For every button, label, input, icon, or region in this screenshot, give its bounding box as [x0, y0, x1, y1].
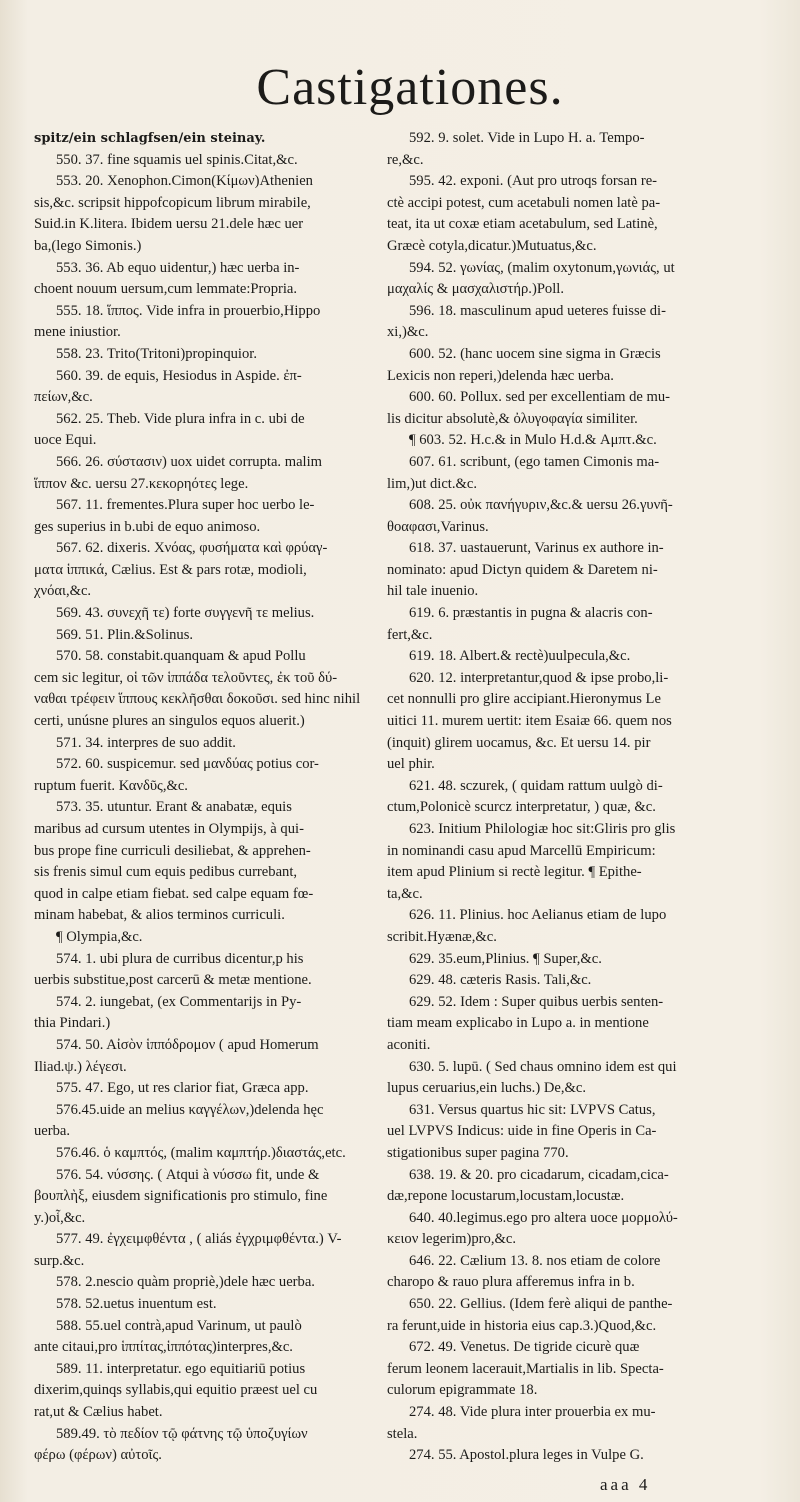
text-line: bus prope fine curriculi desiliebat, & apprehen-: [34, 842, 311, 859]
text-line: sis frenis simul cum equis pedibus currebant,: [34, 864, 298, 881]
text-line: choent nouum uersum,cum lemmate:Propria.: [34, 281, 298, 298]
text-line: re,&c.: [387, 151, 424, 168]
text-line: 629. 52. Idem : Super quibus uerbis senten-: [409, 993, 664, 1010]
text-line: aconiti.: [387, 1036, 431, 1053]
text-line: ctum,Polonicè scurcz interpretatur, ) quæ, &c.: [387, 799, 656, 816]
text-line: 596. 18. masculinum apud ueteres fuisse di-: [409, 302, 666, 319]
text-line: κειον legerim)pro,&c.: [387, 1231, 516, 1248]
text-line: 560. 39. de equis, Hesiodus in Aspide. ἐπ-: [56, 367, 302, 384]
text-line: cem sic legitur, οἱ τῶν ἱππάδα τελοῦντες, ἐκ τοῦ δύ-: [34, 669, 338, 686]
text-line: mene iniustior.: [34, 324, 121, 341]
text-line: 567. 11. frementes.Plura super hoc uerbo le-: [56, 497, 315, 514]
text-line: ruptum fuerit. Κανδῦς,&c.: [34, 777, 188, 794]
text-line: βουπλὴξ, eiusdem significationis pro stimulo, fine: [34, 1188, 328, 1205]
text-line: uerbis substitue,post carcerū & metæ mentione.: [34, 972, 312, 989]
text-line: lupus ceruarius,ein luchs.) De,&c.: [387, 1080, 586, 1097]
text-line: 638. 19. & 20. pro cicadarum, cicadam,cica-: [409, 1166, 669, 1183]
text-line: uerba.: [34, 1123, 71, 1140]
text-line: uel LVPVS Indicus: uide in fine Operis in Ca-: [387, 1123, 657, 1140]
text-line: 650. 22. Gellius. (Idem ferè aliqui de panthe-: [409, 1296, 673, 1313]
text-line: 619. 6. præstantis in pugna & alacris con-: [409, 605, 653, 622]
text-line: 572. 60. suspicemur. sed μανδύας potius cor-: [56, 756, 319, 773]
text-line: ¶ 603. 52. H.c.& in Mulo H.d.& Αμπτ.&c.: [409, 432, 657, 449]
text-line: 558. 23. Trito(Tritoni)propinquior.: [56, 345, 257, 362]
text-line: ἵππον &c. uersu 27.κεκορηότες lege.: [34, 475, 249, 492]
text-line: y.)οἷ,&c.: [34, 1209, 86, 1226]
text-line: 550. 37. fine squamis uel spinis.Citat,&c.: [56, 151, 298, 168]
right-column: [387, 128, 762, 1467]
text-line: 274. 48. Vide plura inter prouerbia ex mu-: [409, 1404, 656, 1421]
text-line: ra ferunt,uide in historia eius cap.3.)Quod,&c.: [387, 1317, 657, 1334]
text-line: Lexicis non reperi,)delenda hæc uerba.: [387, 367, 614, 384]
text-line: ante citaui,pro ἱππίτας,ἱππότας)interpres,&c.: [34, 1339, 293, 1356]
text-line: uel phir.: [387, 756, 435, 773]
text-line: hil tale inuenio.: [387, 583, 479, 600]
text-line: 574. 1. ubi plura de curribus dicentur,p his: [56, 950, 304, 967]
text-line: 618. 37. uastauerunt, Varinus ex authore in-: [409, 540, 664, 557]
text-line: 589.49. τὸ πεδίον τῷ φάτνης τῷ ὑποζυγίων: [56, 1425, 308, 1442]
text-line: Suid.in K.litera. Ibidem uersu 21.dele hæc uer: [34, 216, 304, 233]
text-line: item apud Plinium si rectè legitur. ¶ Epithe-: [387, 864, 642, 881]
text-line: 569. 51. Plin.&Solinus.: [56, 626, 194, 643]
text-line: rat,ut & Cælius habet.: [34, 1404, 163, 1421]
text-line: μαχαλίς & μασχαλιστήρ.)Poll.: [387, 281, 564, 298]
text-line: 623. Initium Philologiæ hoc sit:Gliris pro glis: [409, 821, 676, 837]
text-line: 571. 34. interpres de suo addit.: [56, 734, 236, 751]
text-line: 600. 60. Pollux. sed per excellentiam de mu-: [409, 389, 671, 406]
text-line: in nominandi casu apud Marcellū Empiricum:: [387, 842, 656, 859]
text-line: (inquit) glirem uocamus, &c. Et uersu 14. pir: [387, 734, 651, 751]
text-line: 577. 49. ἐγχειμφθέντα , ( aliás ἐγχριμφθέντα.) V-: [56, 1231, 342, 1248]
text-line: uitici 11. murem uertit: item Esaiæ 66. quem nos: [387, 713, 672, 730]
text-line: lim,)ut dict.&c.: [387, 475, 477, 492]
text-line: θοαφασι,Varinus.: [387, 518, 489, 535]
text-line: 595. 42. exponi. (Aut pro utroqs forsan re-: [409, 173, 658, 190]
left-column: [34, 128, 374, 1467]
text-line: 629. 48. cæteris Rasis. Tali,&c.: [409, 972, 592, 989]
text-line: spitz/ein schlagfsen/ein steinay.: [34, 131, 266, 146]
text-line: minam habebat, & alios terminos curriculi.: [34, 907, 285, 924]
text-line: Græcè cotyla,dicatur.)Mutuatus,&c.: [387, 237, 597, 254]
text-line: φέρω (φέρων) αὐτοῖς.: [34, 1447, 162, 1464]
text-line: 553. 36. Ab equo uidentur,) hæc uerba in-: [56, 259, 300, 276]
text-line: 553. 20. Xenophon.Cimon(Κίμων)Athenien: [56, 173, 313, 190]
text-line: cet nonnulli pro glire accipiant.Hieronymus Le: [387, 691, 661, 708]
text-line: culorum epigrammate 18.: [387, 1382, 538, 1399]
text-line: ναθαι τρέφειν ἵππους κεκλῆσθαι δοκοῦσι. sed hinc nihil: [34, 691, 361, 708]
text-line: 672. 49. Venetus. De tigride cicurè quæ: [409, 1339, 640, 1356]
text-line: certi, unúsne plures an singulos equos aluerit.): [34, 713, 305, 730]
text-line: ctè accipi potest, cum acetabuli nomen latè pa-: [387, 194, 661, 211]
text-line: 274. 55. Apostol.plura leges in Vulpe G.: [409, 1447, 644, 1464]
text-line: 573. 35. utuntur. Erant & anabatæ, equis: [56, 799, 292, 816]
text-line: 619. 18. Albert.& rectè)uulpecula,&c.: [409, 648, 631, 665]
text-line: 575. 47. Ego, ut res clarior fiat, Græca app.: [56, 1080, 309, 1097]
text-line: stela.: [387, 1425, 418, 1442]
text-line: tiam meam explicabo in Lupo a. in mentione: [387, 1015, 649, 1032]
text-line: ¶ Olympia,&c.: [56, 928, 143, 945]
text-line: maribus ad cursum utentes in Olympijs, à qui-: [34, 821, 304, 837]
text-line: ba,(lego Simonis.): [34, 237, 142, 254]
text-line: 592. 9. solet. Vide in Lupo H. a. Tempo-: [409, 130, 645, 146]
text-line: 600. 52. (hanc uocem sine sigma in Græcis: [409, 345, 661, 362]
text-line: 621. 48. sczurek, ( quidam rattum uulgò di-: [409, 777, 663, 794]
text-line: surp.&c.: [34, 1252, 85, 1269]
text-line: 640. 40.legimus.ego pro altera uoce μορμολύ-: [409, 1209, 678, 1226]
text-line: 630. 5. lupū. ( Sed chaus omnino idem est qui: [409, 1058, 677, 1075]
text-line: 578. 52.uetus inuentum est.: [56, 1296, 217, 1313]
text-line: ferum leonem lacerauit,Martialis in lib. Specta-: [387, 1360, 664, 1377]
text-line: 578. 2.nescio quàm propriè,)dele hæc uerba.: [56, 1274, 315, 1291]
text-line: 626. 11. Plinius. hoc Aelianus etiam de lupo: [409, 907, 667, 924]
text-line: 576.46. ὁ καμπτός, (malim καμπτήρ.)διαστάς,etc.: [56, 1144, 346, 1161]
text-line: xi,)&c.: [387, 324, 429, 341]
text-line: ta,&c.: [387, 885, 423, 902]
text-line: lis dicitur absolutè,& ὀλυγοφαγία similiter.: [387, 410, 638, 427]
text-line: scribit.Hyænæ,&c.: [387, 928, 497, 945]
text-line: ges superius in b.ubi de equo animoso.: [34, 518, 261, 535]
text-line: 576. 54. νύσσης. ( Atqui à νύσσω fit, unde &: [56, 1166, 320, 1183]
text-line: sis,&c. scripsit hippofcopicum librum mirabile,: [34, 194, 311, 211]
page-signature: aaa 4: [600, 1475, 651, 1494]
text-line: 607. 61. scribunt, (ego tamen Cimonis ma-: [409, 453, 660, 470]
text-line: 569. 43. συνεχῆ τε) forte συγγενῆ τε melius.: [56, 605, 315, 622]
text-line: 576.45.uide an melius καγγέλων,)delenda hęc: [56, 1101, 324, 1118]
page-title: Castigationes.: [256, 59, 564, 116]
text-line: 574. 50. Αἰσὸν ἱππόδρομον ( apud Homerum: [56, 1036, 319, 1053]
text-line: 555. 18. ἵππος. Vide infra in prouerbio,Hippo: [56, 302, 321, 319]
text-line: nominato: apud Dictyn quidem & Daretem ni-: [387, 561, 658, 578]
text-line: stigationibus super pagina 770.: [387, 1144, 569, 1161]
text-line: dæ,repone locustarum,locustam,locustæ.: [387, 1188, 625, 1205]
text-line: thia Pindari.): [34, 1015, 111, 1032]
text-line: 594. 52. γωνίας, (malim oxytonum,γωνιάς, ut: [409, 259, 675, 276]
text-line: 646. 22. Cælium 13. 8. nos etiam de colore: [409, 1252, 661, 1269]
text-line: ματα ἱππικά, Cælius. Est & pars rotæ, modioli,: [34, 561, 307, 578]
text-line: 589. 11. interpretatur. ego equitiariū potius: [56, 1360, 306, 1377]
text-line: 620. 12. interpretantur,quod & ipse probo,li-: [409, 669, 669, 686]
text-line: 608. 25. οὐκ πανήγυριν,&c.& uersu 26.γυνῆ-: [409, 497, 673, 514]
text-line: πείων,&c.: [34, 389, 93, 406]
text-line: 570. 58. constabit.quanquam & apud Pollu: [56, 648, 306, 665]
text-line: 567. 62. dixeris. Χνόας, φυσήματα καὶ φρύαγ-: [56, 540, 328, 557]
text-line: 588. 55.uel contrà,apud Varinum, ut paulò: [56, 1317, 302, 1334]
text-line: Iliad.ψ.) λέγεσι.: [34, 1058, 127, 1075]
text-line: quod in calpe etiam fiebat. sed calpe equam fœ-: [34, 885, 314, 902]
text-line: charopo & rauo plura afferemus infra in b.: [387, 1274, 635, 1291]
text-line: teat, ita ut coxæ etiam acetabulum, sed Latinè,: [387, 216, 658, 233]
text-line: 574. 2. iungebat, (ex Commentarijs in Py-: [56, 993, 302, 1010]
text-line: uoce Equi.: [34, 432, 97, 449]
text-line: 566. 26. σύστασιν) uox uidet corrupta. malim: [56, 453, 323, 470]
text-line: 562. 25. Theb. Vide plura infra in c. ubi de: [56, 410, 305, 427]
text-line: χνόαι,&c.: [34, 583, 92, 600]
text-line: fert,&c.: [387, 626, 433, 643]
text-line: 629. 35.eum,Plinius. ¶ Super,&c.: [409, 950, 602, 967]
text-line: 631. Versus quartus hic sit: LVPVS Catus,: [409, 1101, 656, 1118]
text-line: dixerim,quinqs syllabis,qui equitio præest uel cu: [34, 1382, 318, 1399]
